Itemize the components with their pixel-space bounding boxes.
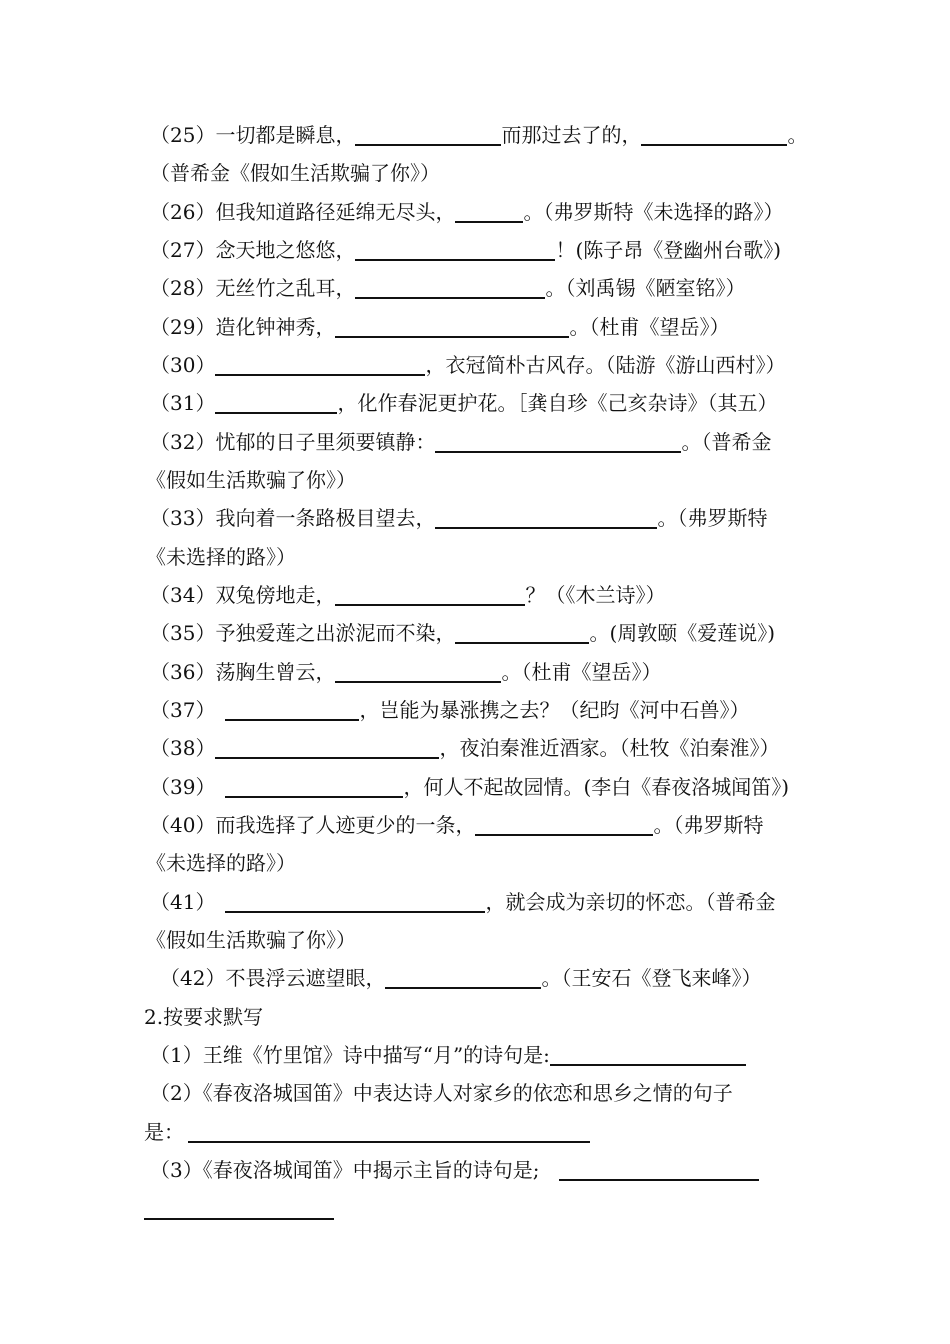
answer-blank[interactable] [225, 774, 403, 798]
section-2-q2 [150, 1079, 733, 1107]
answer-blank[interactable] [335, 659, 501, 683]
section-2-q1 [150, 1041, 746, 1069]
source-text: 《未选择的路》） [146, 851, 296, 875]
item-38 [150, 734, 779, 762]
answer-blank[interactable] [559, 1157, 759, 1181]
answer-blank[interactable] [641, 122, 787, 146]
item-35 [150, 619, 775, 647]
item-31 [150, 389, 777, 417]
answer-blank[interactable] [225, 697, 359, 721]
prompt-text: 而我选择了人迹更少的一条， [215, 813, 476, 837]
answer-blank[interactable] [355, 237, 555, 261]
item-number: （41） [150, 890, 216, 914]
item-number: （29） [150, 315, 216, 339]
source-text: ，就会成为亲切的怀恋。（普希金 [485, 890, 776, 914]
answer-blank[interactable] [215, 390, 337, 414]
item-32 [150, 428, 771, 456]
prompt-text: 不畏浮云遮望眼， [225, 966, 386, 990]
item-37 [150, 696, 749, 724]
item-number: （1） [150, 1043, 203, 1067]
prompt-text: 予独爱莲之出淤泥而不染， [215, 621, 456, 645]
question-text: 是： [144, 1120, 184, 1144]
item-number: （30） [150, 353, 216, 377]
item-41-source [146, 926, 356, 954]
answer-blank[interactable] [550, 1042, 746, 1066]
source-text: ，衣冠简朴古风存。（陆游《游山西村》） [425, 353, 786, 377]
item-number: （28） [150, 276, 216, 300]
item-number: （36） [150, 660, 216, 684]
item-27 [150, 236, 781, 264]
section-2-q2-cont [144, 1118, 590, 1146]
item-number: （42） [160, 966, 226, 990]
prompt-text: 造化钟神秀， [215, 315, 336, 339]
prompt-text: 而那过去了的， [501, 123, 642, 147]
prompt-text: 无丝竹之乱耳， [215, 276, 356, 300]
answer-blank[interactable] [225, 889, 485, 913]
item-34 [150, 581, 665, 609]
answer-blank[interactable] [455, 620, 589, 644]
source-text: 。（杜甫《望岳》） [569, 315, 730, 339]
prompt-text: 忧郁的日子里须要镇静： [215, 430, 436, 454]
source-text: ，夜泊秦淮近酒家。（杜牧《泊秦淮》） [439, 736, 780, 760]
source-text: ？（《木兰诗》） [525, 583, 666, 607]
question-text: 《春夜洛城闻笛》中揭示主旨的诗句是; [202, 1158, 540, 1182]
item-25-source [150, 159, 440, 187]
answer-blank[interactable] [355, 122, 501, 146]
item-number: （26） [150, 200, 216, 224]
question-text: （2）《春夜洛城国笛》中表达诗人对家乡的依恋和思乡之情的句子 [150, 1081, 733, 1105]
item-40 [150, 811, 763, 839]
item-number: （33） [150, 506, 216, 530]
source-text: 。(周敦颐《爱莲说》) [589, 621, 776, 645]
item-number: （39） [150, 775, 216, 799]
section-2-q3 [150, 1156, 759, 1184]
item-25 [150, 121, 807, 149]
source-text: 。（普希金 [681, 430, 772, 454]
item-39 [150, 773, 789, 801]
source-text: ！(陈子昂《登幽州台歌》) [555, 238, 782, 262]
answer-blank[interactable] [385, 965, 541, 989]
source-text: 《假如生活欺骗了你》） [146, 468, 356, 492]
item-36 [150, 658, 661, 686]
prompt-text: 荡胸生曾云， [215, 660, 336, 684]
source-text: 。（王安石《登飞来峰》） [541, 966, 762, 990]
section-2-heading [144, 1003, 263, 1031]
answer-blank[interactable] [215, 735, 439, 759]
item-40-source [146, 849, 296, 877]
item-number: （25） [150, 123, 216, 147]
item-33 [150, 504, 767, 532]
answer-blank[interactable] [455, 199, 523, 223]
prompt-text: 念天地之悠悠， [215, 238, 356, 262]
prompt-text: 双兔傍地走， [215, 583, 336, 607]
answer-blank[interactable] [435, 505, 657, 529]
item-number: （31） [150, 391, 216, 415]
item-number: （32） [150, 430, 216, 454]
source-text: 。（弗罗斯特 [653, 813, 764, 837]
question-text: 王维《竹里馆》诗中描写“月”的诗句是: [202, 1043, 550, 1067]
item-number: （40） [150, 813, 216, 837]
answer-blank[interactable] [335, 582, 525, 606]
answer-blank[interactable] [335, 314, 569, 338]
item-30 [150, 351, 785, 379]
item-26 [150, 198, 783, 226]
item-29 [150, 313, 729, 341]
source-text: 《未选择的路》） [146, 545, 296, 569]
source-text: ，何人不起故园情。(李白《春夜洛城闻笛》) [403, 775, 790, 799]
source-text: ，化作春泥更护花。［龚自珍《己亥杂诗》（其五） [337, 391, 778, 415]
prompt-text: 一切都是瞬息， [215, 123, 356, 147]
item-number: （37） [150, 698, 216, 722]
source-text: 。（弗罗斯特《未选择的路》） [523, 200, 784, 224]
answer-blank[interactable] [475, 812, 653, 836]
prompt-text: 我向着一条路极目望去， [215, 506, 436, 530]
prompt-text: 但我知道路径延绵无尽头， [215, 200, 456, 224]
answer-blank[interactable] [435, 429, 681, 453]
item-number: （38） [150, 736, 216, 760]
source-text: 《假如生活欺骗了你》） [146, 928, 356, 952]
item-number: （3） [150, 1158, 203, 1182]
source-text: （普希金《假如生活欺骗了你》） [150, 161, 440, 185]
answer-blank-continuation[interactable] [144, 1218, 334, 1220]
item-32-source [146, 466, 356, 494]
item-number: （34） [150, 583, 216, 607]
source-text: 。（杜甫《望岳》） [501, 660, 662, 684]
source-text: 。（刘禹锡《陋室铭》） [545, 276, 746, 300]
item-42 [160, 964, 761, 992]
item-number: （35） [150, 621, 216, 645]
item-33-source [146, 543, 296, 571]
source-text: 。（弗罗斯特 [657, 506, 768, 530]
item-41 [150, 888, 775, 916]
punctuation: 。 [787, 123, 808, 147]
item-28 [150, 274, 745, 302]
item-number: （27） [150, 238, 216, 262]
answer-blank[interactable] [188, 1119, 590, 1143]
source-text: ，岂能为暴涨携之去？（纪昀《河中石兽》） [359, 698, 750, 722]
section-heading: 2.按要求默写 [144, 1005, 264, 1029]
answer-blank[interactable] [355, 275, 545, 299]
answer-blank[interactable] [215, 352, 425, 376]
